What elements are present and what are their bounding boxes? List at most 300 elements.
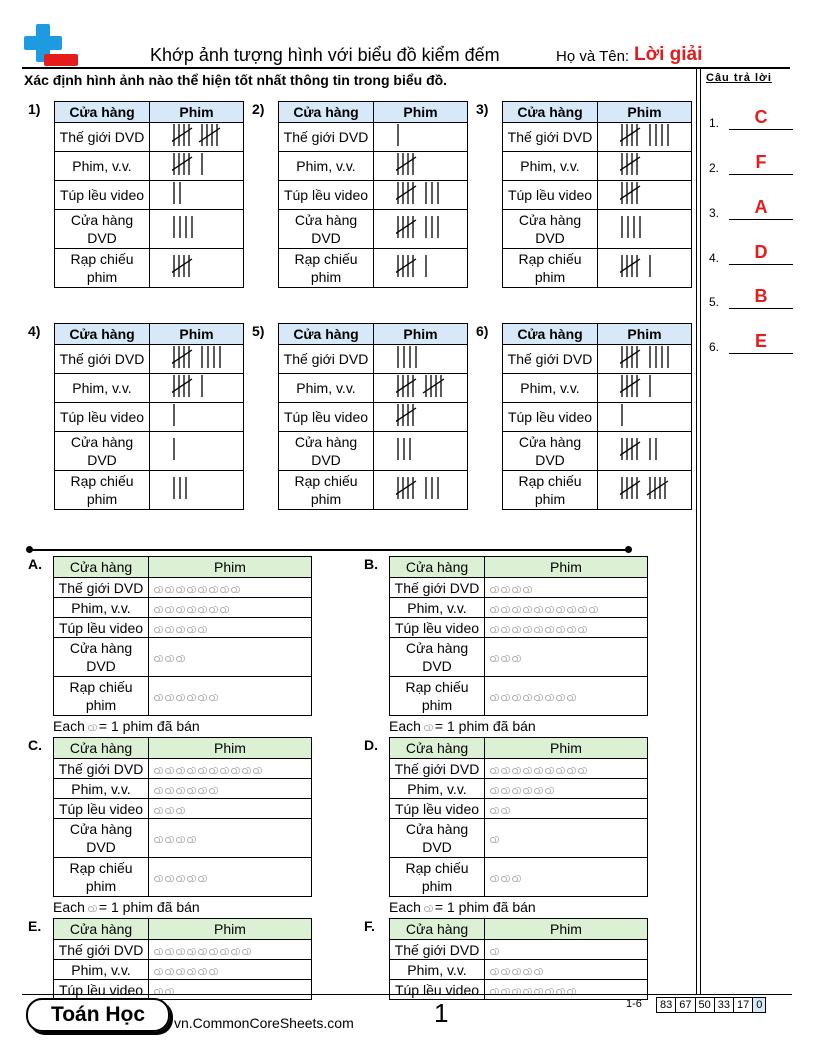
tally-marks bbox=[172, 476, 194, 500]
table-row bbox=[279, 152, 468, 181]
picto-cell bbox=[149, 638, 312, 677]
film-reel-icon bbox=[153, 967, 163, 975]
store-name: Rạp chiếu phim bbox=[55, 471, 150, 510]
column-header-film: Phim bbox=[149, 738, 312, 759]
store-name: Thế giới DVD bbox=[54, 759, 149, 779]
tally-marks bbox=[172, 254, 204, 278]
pictograph-key bbox=[53, 718, 200, 734]
brand-badge: Toán Học bbox=[26, 998, 170, 1032]
film-reel-icon bbox=[544, 625, 554, 633]
answer-letter[interactable]: E bbox=[754, 331, 767, 351]
tally-table bbox=[278, 323, 468, 510]
film-reel-icon bbox=[489, 585, 499, 593]
table-row bbox=[503, 403, 692, 432]
tally-marks bbox=[620, 123, 676, 147]
film-reel-icon bbox=[511, 693, 521, 701]
film-reel-icon bbox=[186, 967, 196, 975]
store-name: Phim, v.v. bbox=[279, 374, 374, 403]
table-row bbox=[55, 249, 244, 288]
picto-cell bbox=[485, 858, 648, 897]
film-reel-icon bbox=[186, 835, 196, 843]
key-prefix: Each bbox=[53, 899, 85, 915]
tally-marks bbox=[620, 254, 658, 278]
tally-marks bbox=[396, 374, 456, 398]
film-reel-icon bbox=[511, 585, 521, 593]
column-header-store: Cửa hàng bbox=[54, 738, 149, 759]
film-reel-icon bbox=[208, 967, 218, 975]
store-name: Rạp chiếu phim bbox=[390, 858, 485, 897]
film-reel-icon bbox=[252, 766, 262, 774]
store-name: Cửa hàng DVD bbox=[279, 210, 374, 249]
film-reel-icon bbox=[522, 766, 532, 774]
answer-letter[interactable]: F bbox=[755, 152, 767, 172]
store-name: Cửa hàng DVD bbox=[503, 432, 598, 471]
answer-line bbox=[729, 308, 793, 309]
option-label: A. bbox=[28, 556, 42, 572]
tally-cell bbox=[150, 374, 244, 403]
separator-dot bbox=[625, 546, 632, 553]
store-name: Phim, v.v. bbox=[54, 779, 149, 799]
film-reel-icon bbox=[511, 766, 521, 774]
store-name: Rạp chiếu phim bbox=[55, 249, 150, 288]
table-row bbox=[390, 598, 648, 618]
table-header-row bbox=[55, 324, 244, 345]
film-reel-icon bbox=[423, 904, 433, 912]
column-header-film: Phim bbox=[150, 324, 244, 345]
picto-cell bbox=[485, 638, 648, 677]
tally-cell bbox=[150, 345, 244, 374]
store-name: Cửa hàng DVD bbox=[390, 819, 485, 858]
film-reel-icon bbox=[555, 625, 565, 633]
table-row bbox=[55, 374, 244, 403]
option-label: D. bbox=[364, 737, 378, 753]
picto-cell bbox=[485, 759, 648, 779]
pictograph-table bbox=[53, 556, 312, 716]
pictograph-table bbox=[53, 918, 312, 1000]
film-reel-icon bbox=[164, 693, 174, 701]
film-reel-icon bbox=[208, 585, 218, 593]
film-reel-icon bbox=[197, 874, 207, 882]
tally-cell bbox=[374, 181, 468, 210]
answer-line bbox=[729, 174, 793, 175]
table-row bbox=[279, 345, 468, 374]
table-row bbox=[279, 181, 468, 210]
table-row bbox=[54, 598, 312, 618]
column-header-film: Phim bbox=[374, 324, 468, 345]
film-reel-icon bbox=[208, 947, 218, 955]
tally-cell bbox=[598, 374, 692, 403]
tally-cell bbox=[598, 471, 692, 510]
store-name: Thế giới DVD bbox=[503, 345, 598, 374]
table-row bbox=[54, 638, 312, 677]
picto-cell bbox=[149, 960, 312, 980]
film-reel-icon bbox=[511, 874, 521, 882]
film-reel-icon bbox=[577, 605, 587, 613]
store-name: Túp lều video bbox=[503, 181, 598, 210]
table-header-row bbox=[54, 919, 312, 940]
header-divider bbox=[22, 67, 790, 69]
picto-cell bbox=[485, 980, 648, 1000]
key-prefix: Each bbox=[389, 899, 421, 915]
tally-table bbox=[502, 323, 692, 510]
table-header-row bbox=[279, 102, 468, 123]
store-name: Thế giới DVD bbox=[54, 940, 149, 960]
film-reel-icon bbox=[489, 625, 499, 633]
instructions: Xác định hình ảnh nào thể hiện tốt nhất thông tin trong biểu đồ. bbox=[24, 72, 448, 88]
tally-marks bbox=[172, 123, 232, 147]
table-row bbox=[54, 819, 312, 858]
store-name: Thế giới DVD bbox=[279, 345, 374, 374]
film-reel-icon bbox=[241, 947, 251, 955]
table-row bbox=[54, 578, 312, 598]
tally-marks bbox=[396, 123, 406, 147]
film-reel-icon bbox=[186, 605, 196, 613]
film-reel-icon bbox=[544, 786, 554, 794]
store-name: Rạp chiếu phim bbox=[279, 249, 374, 288]
answer-letter[interactable]: B bbox=[754, 286, 768, 306]
picto-cell bbox=[149, 759, 312, 779]
table-row bbox=[390, 940, 648, 960]
film-reel-icon bbox=[219, 766, 229, 774]
table-row bbox=[390, 677, 648, 716]
film-reel-icon bbox=[566, 693, 576, 701]
table-row bbox=[390, 578, 648, 598]
picto-cell bbox=[149, 799, 312, 819]
answer-column-divider bbox=[696, 67, 697, 995]
answer-line bbox=[729, 264, 793, 265]
store-name: Túp lều video bbox=[390, 980, 485, 1000]
table-row bbox=[503, 152, 692, 181]
store-name: Rạp chiếu phim bbox=[503, 249, 598, 288]
store-name: Cửa hàng DVD bbox=[390, 638, 485, 677]
tally-marks bbox=[396, 345, 424, 369]
film-reel-icon bbox=[577, 625, 587, 633]
film-reel-icon bbox=[500, 585, 510, 593]
film-reel-icon bbox=[522, 786, 532, 794]
table-header-row bbox=[503, 324, 692, 345]
store-name: Cửa hàng DVD bbox=[503, 210, 598, 249]
column-header-film: Phim bbox=[485, 738, 648, 759]
column-header-store: Cửa hàng bbox=[55, 324, 150, 345]
film-reel-icon bbox=[544, 766, 554, 774]
film-reel-icon bbox=[175, 786, 185, 794]
film-reel-icon bbox=[186, 874, 196, 882]
question-label: 6) bbox=[476, 323, 489, 339]
tally-cell bbox=[374, 123, 468, 152]
key-suffix: = 1 phim đã bán bbox=[434, 899, 536, 915]
film-reel-icon bbox=[164, 766, 174, 774]
film-reel-icon bbox=[533, 967, 543, 975]
table-row bbox=[503, 471, 692, 510]
key-suffix: = 1 phim đã bán bbox=[98, 899, 200, 915]
film-reel-icon bbox=[500, 766, 510, 774]
key-prefix: Each bbox=[389, 718, 421, 734]
film-reel-icon bbox=[241, 766, 251, 774]
film-reel-icon bbox=[208, 786, 218, 794]
film-reel-icon bbox=[489, 947, 499, 955]
table-row bbox=[54, 858, 312, 897]
film-reel-icon bbox=[544, 693, 554, 701]
picto-cell bbox=[485, 799, 648, 819]
answer-line bbox=[729, 129, 793, 130]
question-label: 2) bbox=[252, 101, 265, 117]
film-reel-icon bbox=[175, 654, 185, 662]
tally-marks bbox=[172, 374, 210, 398]
column-header-film: Phim bbox=[149, 557, 312, 578]
film-reel-icon bbox=[87, 723, 97, 731]
film-reel-icon bbox=[555, 766, 565, 774]
film-reel-icon bbox=[489, 835, 499, 843]
table-header-row bbox=[390, 738, 648, 759]
film-reel-icon bbox=[186, 947, 196, 955]
film-reel-icon bbox=[489, 693, 499, 701]
table-row bbox=[390, 980, 648, 1000]
film-reel-icon bbox=[153, 766, 163, 774]
tally-marks bbox=[620, 403, 630, 427]
tally-cell bbox=[598, 432, 692, 471]
answer-line bbox=[729, 219, 793, 220]
table-row bbox=[55, 403, 244, 432]
store-name: Cửa hàng DVD bbox=[55, 210, 150, 249]
film-reel-icon bbox=[164, 605, 174, 613]
table-row bbox=[54, 759, 312, 779]
store-name: Thế giới DVD bbox=[390, 578, 485, 598]
tally-cell bbox=[598, 123, 692, 152]
table-row bbox=[279, 471, 468, 510]
answer-number: 3. bbox=[709, 206, 720, 220]
column-header-store: Cửa hàng bbox=[503, 324, 598, 345]
table-row bbox=[390, 638, 648, 677]
table-row bbox=[390, 799, 648, 819]
film-reel-icon bbox=[423, 723, 433, 731]
picto-cell bbox=[485, 819, 648, 858]
score-cell: 83 bbox=[657, 998, 676, 1013]
answer-number: 5. bbox=[709, 295, 720, 309]
film-reel-icon bbox=[186, 585, 196, 593]
table-row bbox=[55, 181, 244, 210]
film-reel-icon bbox=[500, 967, 510, 975]
table-row bbox=[390, 858, 648, 897]
film-reel-icon bbox=[175, 806, 185, 814]
film-reel-icon bbox=[533, 625, 543, 633]
table-row bbox=[54, 779, 312, 799]
store-name: Cửa hàng DVD bbox=[54, 638, 149, 677]
store-name: Rạp chiếu phim bbox=[54, 858, 149, 897]
picto-cell bbox=[485, 677, 648, 716]
tally-marks bbox=[172, 181, 188, 205]
table-row bbox=[279, 432, 468, 471]
page-number: 1 bbox=[434, 998, 449, 1028]
tally-marks bbox=[620, 476, 680, 500]
film-reel-icon bbox=[533, 766, 543, 774]
table-row bbox=[503, 249, 692, 288]
picto-cell bbox=[149, 779, 312, 799]
store-name: Thế giới DVD bbox=[390, 940, 485, 960]
table-row bbox=[503, 345, 692, 374]
store-name: Thế giới DVD bbox=[503, 123, 598, 152]
store-name: Túp lều video bbox=[279, 403, 374, 432]
store-name: Túp lều video bbox=[54, 980, 149, 1000]
site-url[interactable]: vn.CommonCoreSheets.com bbox=[174, 1015, 354, 1031]
store-name: Thế giới DVD bbox=[55, 123, 150, 152]
film-reel-icon bbox=[577, 766, 587, 774]
film-reel-icon bbox=[489, 654, 499, 662]
store-name: Phim, v.v. bbox=[279, 152, 374, 181]
separator-line bbox=[29, 549, 629, 551]
tally-cell bbox=[150, 432, 244, 471]
answer-slot bbox=[709, 285, 793, 309]
store-name: Túp lều video bbox=[390, 799, 485, 819]
tally-cell bbox=[150, 403, 244, 432]
table-header-row bbox=[54, 557, 312, 578]
table-row bbox=[54, 940, 312, 960]
film-reel-icon bbox=[175, 585, 185, 593]
table-row bbox=[54, 618, 312, 638]
film-reel-icon bbox=[489, 967, 499, 975]
column-header-film: Phim bbox=[150, 102, 244, 123]
picto-cell bbox=[485, 598, 648, 618]
store-name: Túp lều video bbox=[54, 618, 149, 638]
film-reel-icon bbox=[533, 786, 543, 794]
tally-marks bbox=[396, 403, 428, 427]
picto-cell bbox=[149, 677, 312, 716]
store-name: Phim, v.v. bbox=[55, 152, 150, 181]
worksheet-title: Khớp ảnh tượng hình với biểu đồ kiểm đếm bbox=[150, 45, 500, 65]
film-reel-icon bbox=[197, 625, 207, 633]
answer-slot bbox=[709, 196, 793, 220]
store-name: Phim, v.v. bbox=[390, 960, 485, 980]
tally-cell bbox=[150, 123, 244, 152]
film-reel-icon bbox=[522, 967, 532, 975]
column-header-store: Cửa hàng bbox=[503, 102, 598, 123]
film-reel-icon bbox=[500, 786, 510, 794]
tally-marks bbox=[620, 345, 676, 369]
name-value: Lời giải bbox=[634, 44, 703, 65]
table-row bbox=[503, 374, 692, 403]
film-reel-icon bbox=[153, 835, 163, 843]
film-reel-icon bbox=[555, 693, 565, 701]
film-reel-icon bbox=[186, 786, 196, 794]
pictograph-table bbox=[389, 556, 648, 716]
table-row bbox=[279, 249, 468, 288]
tally-marks bbox=[172, 437, 182, 461]
table-row bbox=[279, 123, 468, 152]
option-label: B. bbox=[364, 556, 378, 572]
film-reel-icon bbox=[208, 605, 218, 613]
tally-marks bbox=[396, 215, 446, 239]
film-reel-icon bbox=[153, 806, 163, 814]
store-name: Rạp chiếu phim bbox=[279, 471, 374, 510]
tally-cell bbox=[150, 210, 244, 249]
pictograph-key bbox=[53, 899, 200, 915]
film-reel-icon bbox=[500, 693, 510, 701]
film-reel-icon bbox=[522, 625, 532, 633]
film-reel-icon bbox=[219, 947, 229, 955]
key-suffix: = 1 phim đã bán bbox=[98, 718, 200, 734]
pictograph-key bbox=[389, 718, 536, 734]
option-label: F. bbox=[364, 918, 375, 934]
film-reel-icon bbox=[500, 874, 510, 882]
tally-cell bbox=[374, 249, 468, 288]
film-reel-icon bbox=[197, 605, 207, 613]
table-header-row bbox=[279, 324, 468, 345]
column-header-store: Cửa hàng bbox=[390, 738, 485, 759]
store-name: Túp lều video bbox=[54, 799, 149, 819]
tally-cell bbox=[374, 210, 468, 249]
answer-number: 1. bbox=[709, 116, 720, 130]
film-reel-icon bbox=[164, 625, 174, 633]
table-header-row bbox=[54, 738, 312, 759]
answer-letter[interactable]: C bbox=[754, 107, 768, 127]
film-reel-icon bbox=[489, 605, 499, 613]
option-label: E. bbox=[28, 918, 42, 934]
separator-dot bbox=[26, 546, 33, 553]
picto-cell bbox=[485, 960, 648, 980]
store-name: Túp lều video bbox=[55, 403, 150, 432]
tally-marks bbox=[620, 374, 658, 398]
film-reel-icon bbox=[164, 835, 174, 843]
picto-cell bbox=[149, 578, 312, 598]
film-reel-icon bbox=[489, 786, 499, 794]
answer-number: 2. bbox=[709, 161, 720, 175]
column-header-store: Cửa hàng bbox=[54, 919, 149, 940]
key-prefix: Each bbox=[53, 718, 85, 734]
table-row bbox=[279, 374, 468, 403]
table-row bbox=[390, 618, 648, 638]
table-row bbox=[390, 819, 648, 858]
film-reel-icon bbox=[175, 835, 185, 843]
picto-cell bbox=[485, 779, 648, 799]
picto-cell bbox=[485, 578, 648, 598]
tally-cell bbox=[598, 152, 692, 181]
film-reel-icon bbox=[489, 806, 499, 814]
store-name: Thế giới DVD bbox=[54, 578, 149, 598]
film-reel-icon bbox=[511, 654, 521, 662]
film-reel-icon bbox=[511, 625, 521, 633]
store-name: Phim, v.v. bbox=[54, 598, 149, 618]
score-cell: 17 bbox=[734, 998, 753, 1013]
film-reel-icon bbox=[489, 874, 499, 882]
table-row bbox=[55, 345, 244, 374]
film-reel-icon bbox=[544, 605, 554, 613]
tally-cell bbox=[598, 249, 692, 288]
tally-cell bbox=[374, 374, 468, 403]
film-reel-icon bbox=[164, 585, 174, 593]
film-reel-icon bbox=[164, 874, 174, 882]
film-reel-icon bbox=[500, 806, 510, 814]
film-reel-icon bbox=[522, 605, 532, 613]
store-name: Phim, v.v. bbox=[55, 374, 150, 403]
answer-column-divider bbox=[700, 67, 701, 995]
film-reel-icon bbox=[175, 693, 185, 701]
tally-cell bbox=[150, 181, 244, 210]
score-cell: 67 bbox=[676, 998, 695, 1013]
score-cell: 50 bbox=[695, 998, 714, 1013]
film-reel-icon bbox=[175, 605, 185, 613]
answer-letter[interactable]: D bbox=[754, 242, 768, 262]
answer-letter[interactable]: A bbox=[754, 197, 768, 217]
table-row bbox=[54, 960, 312, 980]
table-row bbox=[54, 799, 312, 819]
store-name: Rạp chiếu phim bbox=[54, 677, 149, 716]
store-name: Rạp chiếu phim bbox=[390, 677, 485, 716]
column-header-store: Cửa hàng bbox=[279, 324, 374, 345]
film-reel-icon bbox=[153, 585, 163, 593]
picto-cell bbox=[485, 940, 648, 960]
column-header-store: Cửa hàng bbox=[55, 102, 150, 123]
film-reel-icon bbox=[197, 585, 207, 593]
film-reel-icon bbox=[197, 786, 207, 794]
